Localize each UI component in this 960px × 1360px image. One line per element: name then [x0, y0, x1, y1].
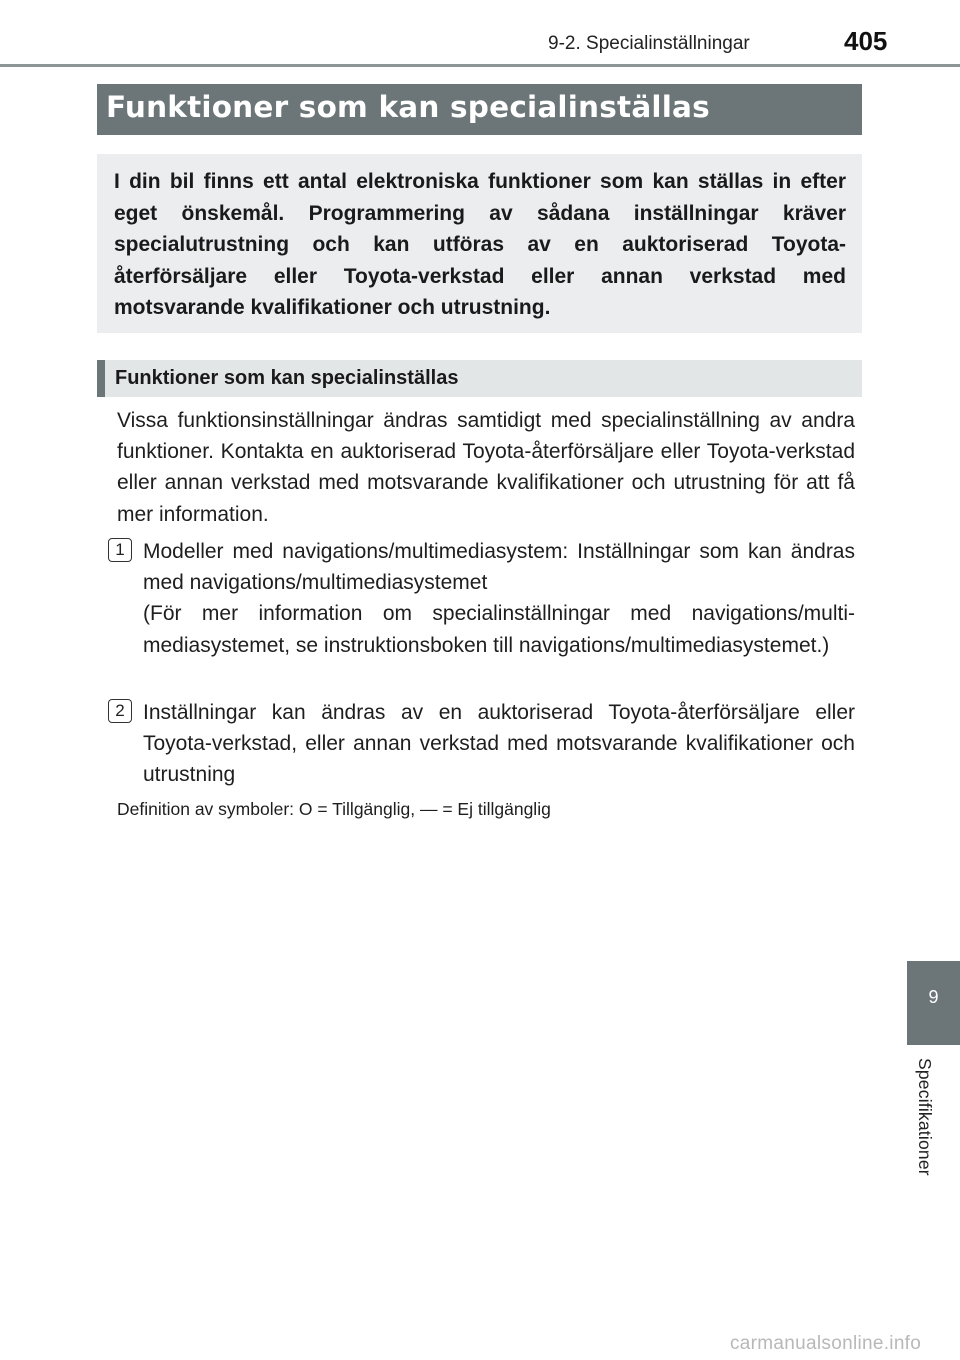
title-banner: [97, 84, 862, 135]
chapter-label: Specifikationer: [915, 1058, 935, 1176]
list-marker-2: 2: [108, 699, 132, 723]
list-marker-1: 1: [108, 538, 132, 562]
chapter-tab: [907, 961, 960, 1045]
list-item-text: Modeller med navigations/multimediasystem: Inställningar som kan ändras med navigations/multimediasystemet: [143, 540, 855, 595]
intro-text: I din bil finns ett antal elektroniska funktioner som kan ställas in efter eget önskemål. Programmering av sådana inställningar kräver specialutrustning och kan utföras av en auktoriserad Toyota-återförsäljare eller Toyota-verkstad eller annan verkstad med motsvarande kvalifikationer och utrustning.: [114, 170, 846, 320]
list-item-text: Inställningar kan ändras av en auktoriserad Toyota-återförsäljare eller Toyota-verkstad, eller annan verkstad med motsvarande kvalifikationer och utrustning: [143, 701, 855, 787]
body-paragraph: Vissa funktionsinställningar ändras samtidigt med specialinställning av andra funktioner. Kontakta en auktoriserad Toyota-återförsäljare eller Toyota-verkstad eller annan verkstad med motsvarande kvalifikationer och utrustning för att få mer information.: [117, 409, 855, 526]
list-item: [143, 536, 855, 661]
intro-box: [97, 154, 862, 333]
watermark: carmanualsonline.info: [730, 1333, 922, 1354]
header-rule: [0, 64, 960, 67]
symbol-definition: Definition av symboler: O = Tillgänglig, — = Ej tillgänglig: [117, 799, 551, 819]
page-title: Funktioner som kan specialinställas: [106, 90, 710, 124]
list-item-note: (För mer information om specialinställningar med navigations/multimediasystemet, se instruktionsboken till navigations/multimediasystemet.): [143, 602, 855, 657]
page-number: 405: [844, 26, 888, 56]
chapter-number: 9: [928, 987, 939, 1007]
list-item: [143, 697, 855, 791]
section-heading: Funktioner som kan specialinställas: [115, 367, 459, 389]
running-header-section: 9-2. Specialinställningar: [548, 33, 750, 54]
section-header: [97, 360, 862, 397]
